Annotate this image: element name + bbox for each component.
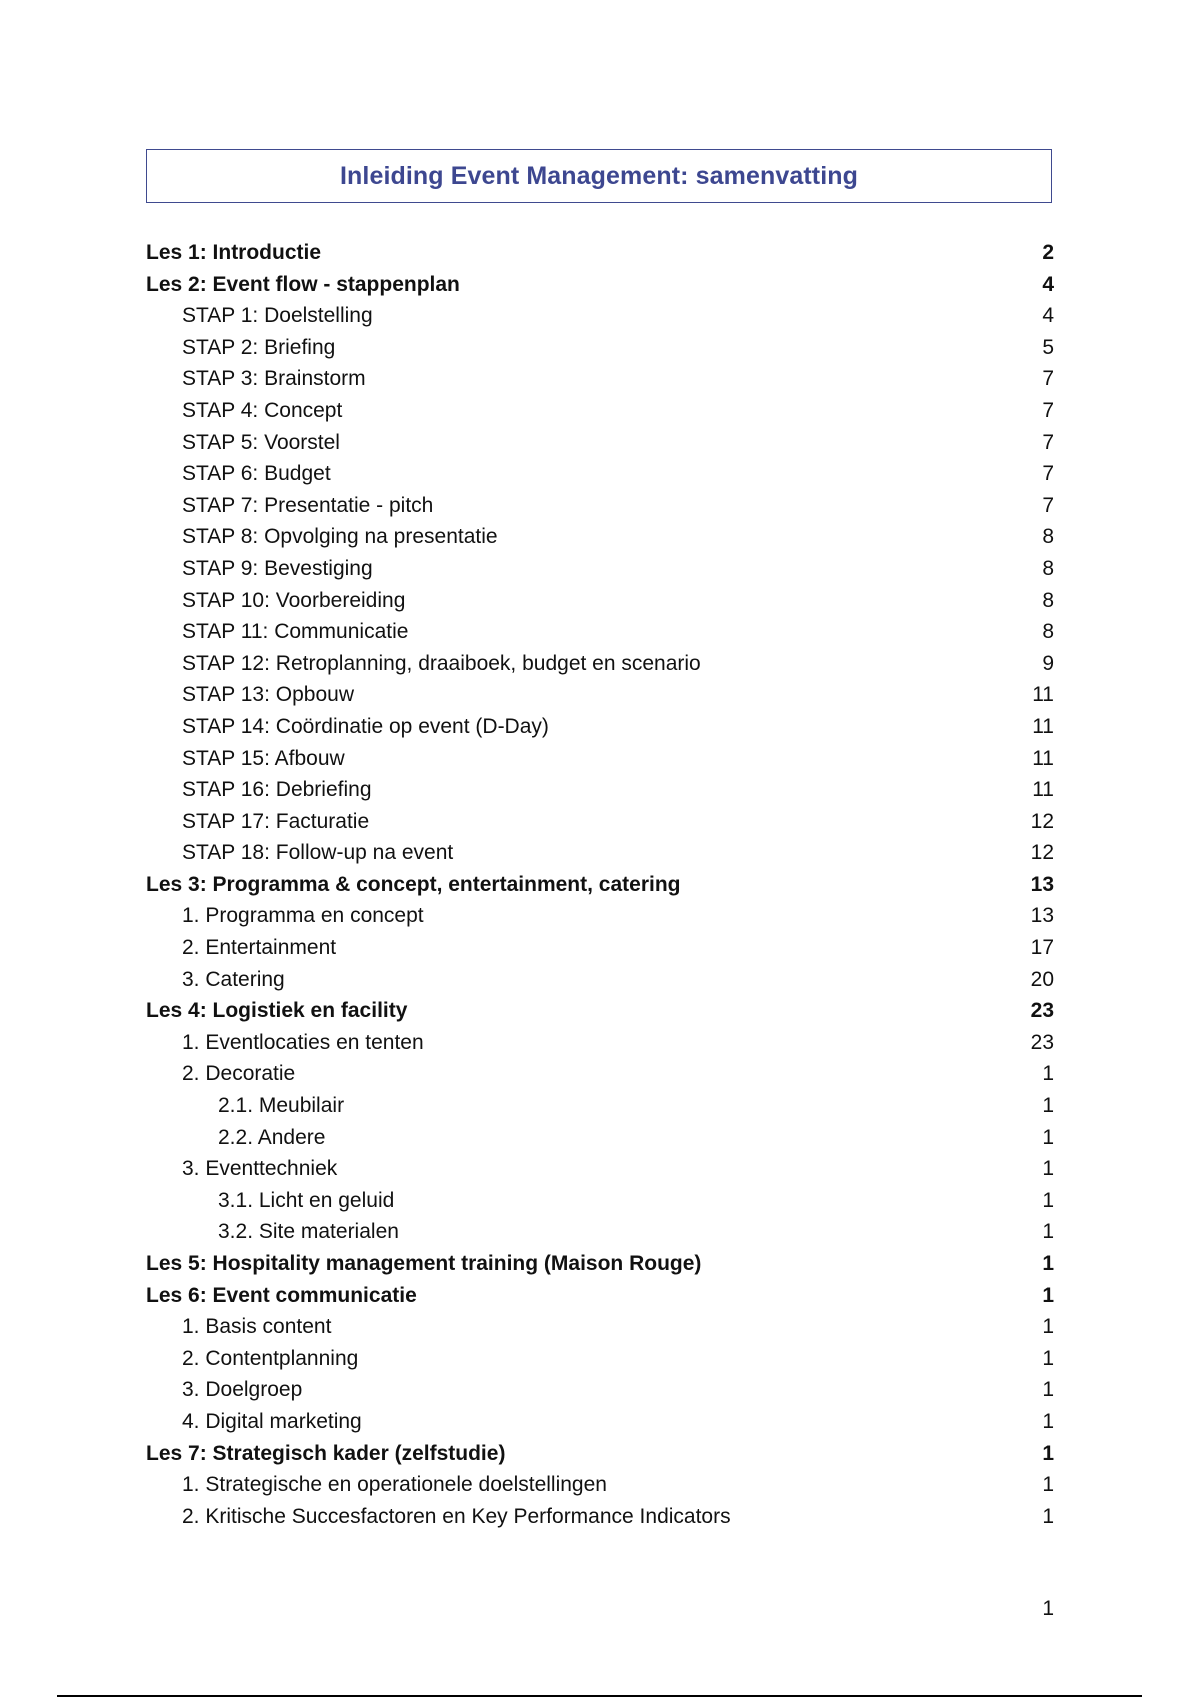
toc-entry[interactable]: [146, 774, 1054, 806]
toc-entry-page: 8: [1042, 588, 1054, 612]
toc-entry-page: 1: [1042, 1220, 1054, 1244]
toc-entry-page: 7: [1042, 493, 1054, 517]
toc-entry[interactable]: [146, 1153, 1054, 1185]
toc-entry-label: 3. Catering: [182, 967, 285, 991]
toc-entry-label: Les 3: Programma & concept, entertainment, catering: [146, 872, 681, 896]
toc-entry[interactable]: [146, 521, 1054, 553]
toc-entry-label: STAP 8: Opvolging na presentatie: [182, 525, 498, 549]
document-title-box: [146, 149, 1052, 203]
toc-entry-label: 2. Kritische Succesfactoren en Key Performance Indicators: [182, 1504, 731, 1528]
toc-entry[interactable]: [146, 1406, 1054, 1438]
toc-entry-label: 1. Eventlocaties en tenten: [182, 1030, 424, 1054]
toc-entry-label: STAP 3: Brainstorm: [182, 367, 366, 391]
toc-entry[interactable]: [146, 743, 1054, 775]
toc-entry-page: 7: [1042, 398, 1054, 422]
toc-entry-label: 3.1. Licht en geluid: [218, 1188, 395, 1212]
toc-entry[interactable]: [146, 1027, 1054, 1059]
toc-entry-label: Les 4: Logistiek en facility: [146, 999, 408, 1023]
toc-entry[interactable]: [146, 964, 1054, 996]
toc-entry-label: Les 7: Strategisch kader (zelfstudie): [146, 1441, 506, 1465]
toc-entry-label: STAP 17: Facturatie: [182, 809, 370, 833]
toc-entry-page: 17: [1030, 936, 1054, 960]
toc-entry[interactable]: [146, 585, 1054, 617]
toc-entry-page: 1: [1042, 1315, 1054, 1339]
toc-entry-page: 13: [1030, 904, 1054, 928]
toc-entry-page: 4: [1042, 304, 1054, 328]
toc-entry-label: 3. Doelgroep: [182, 1378, 303, 1402]
toc-entry-label: STAP 1: Doelstelling: [182, 304, 373, 328]
toc-entry[interactable]: [146, 711, 1054, 743]
toc-entry-label: STAP 11: Communicatie: [182, 620, 409, 644]
toc-entry-page: 1: [1042, 1125, 1054, 1149]
toc-entry-page: 7: [1042, 430, 1054, 454]
toc-entry-label: STAP 13: Opbouw: [182, 683, 354, 707]
toc-entry[interactable]: [146, 300, 1054, 332]
toc-entry-label: STAP 7: Presentatie - pitch: [182, 493, 434, 517]
toc-entry-label: 2.2. Andere: [218, 1125, 326, 1149]
toc-entry[interactable]: [146, 1122, 1054, 1154]
toc-entry-page: 1: [1042, 1504, 1054, 1528]
toc-entry-label: 4. Digital marketing: [182, 1409, 362, 1433]
page-number: 1: [1042, 1597, 1054, 1620]
toc-entry-label: STAP 15: Afbouw: [182, 746, 345, 770]
toc-entry-label: Les 1: Introductie: [146, 241, 322, 264]
toc-entry-page: 7: [1042, 367, 1054, 391]
toc-entry[interactable]: [146, 648, 1054, 680]
toc-entry[interactable]: [146, 837, 1054, 869]
toc-entry[interactable]: [146, 616, 1054, 648]
toc-entry[interactable]: [146, 395, 1054, 427]
toc-entry[interactable]: [146, 995, 1054, 1027]
toc-entry[interactable]: [146, 1343, 1054, 1375]
toc-entry-page: 11: [1032, 778, 1054, 802]
toc-entry-label: Les 6: Event communicatie: [146, 1283, 417, 1307]
toc-entry[interactable]: [146, 1280, 1054, 1312]
toc-entry[interactable]: [146, 806, 1054, 838]
toc-entry-page: 1: [1042, 1062, 1054, 1086]
toc-entry-label: STAP 14: Coördinatie op event (D-Day): [182, 714, 549, 738]
toc-entry-label: 3.2. Site materialen: [218, 1220, 399, 1244]
toc-entry-label: 1. Programma en concept: [182, 904, 424, 928]
toc-entry-label: 2. Entertainment: [182, 936, 337, 960]
toc-entry[interactable]: [146, 458, 1054, 490]
toc-entry-page: 1: [1042, 1157, 1054, 1181]
toc-entry[interactable]: [146, 1090, 1054, 1122]
toc-entry-page: 8: [1042, 525, 1054, 549]
toc-entry[interactable]: [146, 1374, 1054, 1406]
toc-entry-label: STAP 12: Retroplanning, draaiboek, budget en scenario: [182, 651, 701, 675]
toc-entry-page: 2: [1042, 241, 1054, 264]
toc-entry-page: 1: [1042, 1188, 1054, 1212]
toc-entry-page: 8: [1042, 620, 1054, 644]
toc-entry[interactable]: [146, 269, 1054, 301]
toc-entry[interactable]: [146, 553, 1054, 585]
toc-entry-page: 23: [1030, 999, 1054, 1023]
toc-entry[interactable]: [146, 1185, 1054, 1217]
toc-entry-page: 4: [1042, 272, 1054, 296]
toc-entry-label: Les 2: Event flow - stappenplan: [146, 272, 460, 296]
toc-entry-page: 9: [1042, 651, 1054, 675]
toc-entry[interactable]: [146, 900, 1054, 932]
toc-entry-label: STAP 4: Concept: [182, 398, 343, 422]
toc-entry-label: STAP 9: Bevestiging: [182, 556, 373, 580]
toc-entry-page: 1: [1042, 1346, 1054, 1370]
toc-entry-label: STAP 2: Briefing: [182, 335, 336, 359]
toc-entry-page: 5: [1042, 335, 1054, 359]
toc-entry-label: 1. Strategische en operationele doelstellingen: [182, 1473, 607, 1497]
toc-entry-page: 12: [1030, 809, 1054, 833]
toc-entry-label: Les 5: Hospitality management training (Maison Rouge): [146, 1252, 702, 1275]
toc-entry[interactable]: [146, 1216, 1054, 1248]
toc-entry[interactable]: [146, 1058, 1054, 1090]
toc-entry[interactable]: [146, 490, 1054, 522]
toc-entry-label: STAP 6: Budget: [182, 462, 331, 486]
toc-entry[interactable]: [146, 932, 1054, 964]
toc-entry[interactable]: [146, 1501, 1054, 1533]
toc-entry-page: 8: [1042, 556, 1054, 580]
toc-entry[interactable]: [146, 1311, 1054, 1343]
toc-entry-label: STAP 18: Follow-up na event: [182, 841, 454, 865]
toc-entry-page: 20: [1030, 967, 1054, 991]
toc-entry-page: 7: [1042, 462, 1054, 486]
toc-entry-label: 1. Basis content: [182, 1315, 332, 1339]
toc-entry[interactable]: [146, 869, 1054, 901]
toc-entry-page: 13: [1030, 872, 1054, 896]
document-title: Inleiding Event Management: samenvatting: [340, 161, 858, 190]
toc-entry-label: STAP 16: Debriefing: [182, 778, 372, 802]
toc-entry[interactable]: [146, 1469, 1054, 1501]
toc-entry-page: 23: [1030, 1030, 1054, 1054]
toc-entry-page: 1: [1042, 1094, 1054, 1118]
toc-entry-page: 1: [1042, 1378, 1054, 1402]
toc-entry-page: 1: [1042, 1441, 1054, 1465]
toc-entry-page: 11: [1032, 714, 1054, 738]
toc-entry-label: 2.1. Meubilair: [218, 1094, 345, 1118]
toc-entry[interactable]: [146, 363, 1054, 395]
toc-entry[interactable]: [146, 427, 1054, 459]
toc-entry-page: 1: [1042, 1409, 1054, 1433]
toc-entry-page: 1: [1042, 1252, 1054, 1275]
table-of-contents: [146, 237, 1054, 1532]
toc-entry-page: 11: [1032, 746, 1054, 770]
toc-entry[interactable]: [146, 332, 1054, 364]
toc-entry-page: 1: [1042, 1283, 1054, 1307]
toc-entry-label: STAP 5: Voorstel: [182, 430, 340, 454]
toc-entry-page: 12: [1030, 841, 1054, 865]
toc-entry-page: 11: [1032, 683, 1054, 707]
toc-entry[interactable]: [146, 237, 1054, 269]
toc-entry[interactable]: [146, 679, 1054, 711]
toc-entry-page: 1: [1042, 1473, 1054, 1497]
toc-entry-label: 3. Eventtechniek: [182, 1157, 338, 1181]
footer-divider: [57, 1695, 1142, 1697]
toc-entry-label: 2. Contentplanning: [182, 1346, 359, 1370]
toc-entry-label: STAP 10: Voorbereiding: [182, 588, 406, 612]
toc-entry[interactable]: [146, 1248, 1054, 1280]
toc-entry[interactable]: [146, 1438, 1054, 1470]
toc-entry-label: 2. Decoratie: [182, 1062, 296, 1086]
